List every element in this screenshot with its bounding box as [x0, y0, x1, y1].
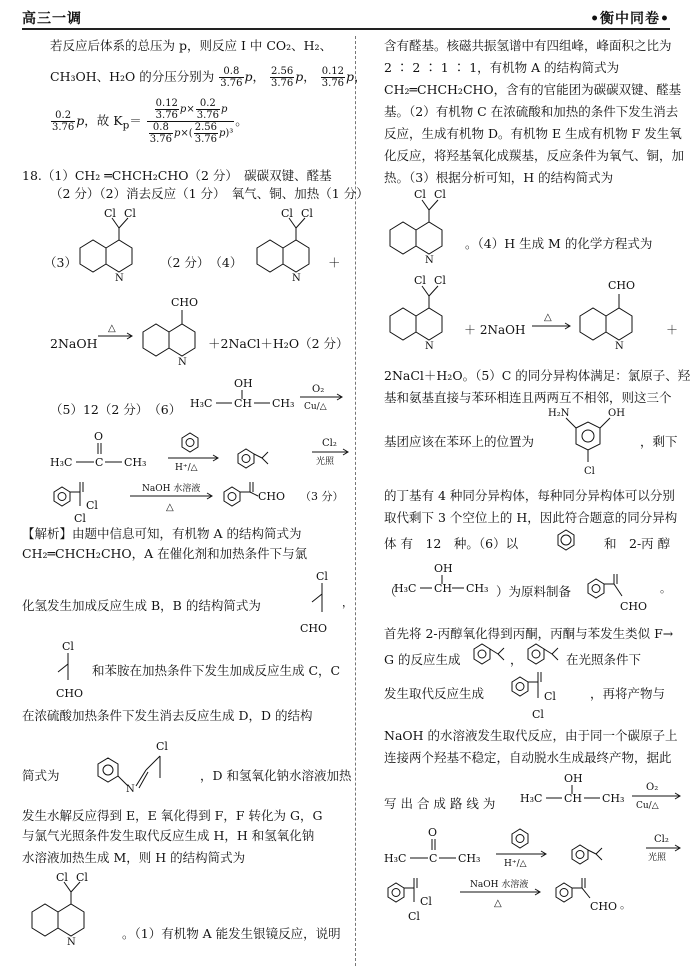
svg-text:Cl: Cl [76, 871, 88, 884]
text-span: 在光照条件下 [566, 652, 642, 667]
svg-text:。: 。 [620, 898, 631, 911]
structure-h [22, 872, 122, 962]
svg-text:。: 。 [660, 582, 671, 595]
text-line: 2NaCl＋H₂O。（5）C 的同分异构体满足：氯原子、羟 [384, 368, 691, 383]
svg-text:N: N [292, 273, 301, 284]
text-span: ，再将产物与 [590, 686, 666, 701]
svg-text:CHO: CHO [300, 622, 328, 635]
structure-b [300, 570, 353, 640]
svg-text:NaOH 水溶液: NaOH 水溶液 [470, 880, 529, 890]
text-line: 首先将 2-丙醇氧化得到丙酮，丙酮与苯发生类似 F→ [384, 626, 674, 641]
svg-text:CHO: CHO [620, 600, 648, 613]
kp-fraction: $\frac{0.12}{3.76}$ p× $\frac{0.2}{3.76}$ p $\frac{0.8}{3.76}$ p×( $\frac{2.56}{3.76}$ p)³ [147, 98, 235, 145]
text-line: 和 2-丙 醇 [604, 536, 671, 551]
2-propanol-structure [190, 375, 350, 425]
text-span: CH₃OH、H₂O 的分压分别为 [50, 69, 215, 84]
analysis-line: 水溶液加热生成 M，则 H 的结构简式为 [22, 850, 246, 865]
svg-text:H⁺/△: H⁺/△ [175, 463, 198, 473]
quinoline-dichloromethyl-structure [245, 208, 340, 288]
dichloride-structure [508, 668, 598, 724]
text-line: 取代剩下 3 个空位上的 H，因此符合题意的同分异构 [384, 510, 678, 525]
svg-text:N: N [115, 273, 124, 284]
plus-sign: ＋ [328, 255, 341, 270]
fraction: $\frac{0.8}{3.76}$ [220, 66, 243, 89]
text-line: 化反应，将羟基氧化成羰基，反应条件为氧气、铜，加 [384, 148, 685, 163]
svg-text:CH: CH [234, 397, 253, 410]
svg-text:CH₃: CH₃ [602, 792, 625, 805]
text-line: CH₂═CHCH₂CHO，含有的官能团为碳碳双键、醛基 [384, 82, 682, 97]
svg-text:C: C [429, 852, 438, 865]
svg-text:Cl: Cl [156, 740, 168, 753]
svg-text:CH: CH [564, 792, 583, 805]
fraction: $\frac{0.12}{3.76}$ [321, 66, 345, 89]
svg-text:Cl: Cl [414, 188, 426, 201]
answer-4-label: （2 分） （4） [160, 255, 243, 270]
kp-line: $\frac{0.2}{3.76}$ p，故 $K_p=$ $\frac{0.12}{3.76}$ p× $\frac{0.2}{3.76}$ p $\frac{0.8}{3.76}$ p×( $\frac{2.56}{3.76}$ p)³ 。 [52, 98, 248, 145]
text-line: 2 ∶ 2 ∶ 1 ∶ 1，有机物 A 的结构简式为 [384, 60, 620, 75]
svg-text:＋ 2NaOH: ＋ 2NaOH [464, 323, 526, 337]
page-header [22, 8, 670, 30]
reagent-naoh: 2NaOH [50, 336, 98, 351]
2-propanol-oxidation-step [520, 770, 690, 820]
dichloride-hydrolysis-step [384, 874, 684, 934]
analysis-line: 发生水解反应得到 E，E 氧化得到 F，F 转化为 G，G [22, 808, 323, 823]
cumene-structure [524, 640, 564, 670]
text-line: ，剩下 [640, 434, 678, 449]
svg-text:Cl: Cl [86, 499, 98, 512]
analysis-line: 【解析】由题中信息可知，有机物 A 的结构简式为 [22, 526, 302, 541]
quinoline-dichloromethyl-structure [68, 208, 163, 288]
text-line: G 的反应生成 [384, 652, 461, 667]
svg-text:Cl: Cl [56, 871, 68, 884]
svg-text:Cl: Cl [544, 690, 556, 703]
svg-text:Cl: Cl [316, 570, 328, 583]
svg-text:（3 分）: （3 分） [300, 490, 344, 503]
partial-pressure-line: CH₃OH、H₂O 的分压分别为 $\frac{0.8}{3.76}$ p， $\frac{2.56}{3.76}$ p， $\frac{0.12}{3.76}$ p， [50, 66, 367, 89]
text-line: 若反应后体系的总压为 p，则反应 Ⅰ 中 CO₂、H₂、 [50, 38, 333, 53]
products-text: ＋2NaCl＋H₂O（2 分） [208, 336, 349, 351]
header-right: •衡中同卷• [590, 11, 670, 27]
analysis-line: 在浓硫酸加热条件下发生消去反应生成 D，D 的结构 [22, 708, 313, 723]
header-left: 高三一调 [22, 11, 82, 27]
h-to-m-equation [384, 274, 684, 364]
svg-text:OH: OH [608, 408, 625, 419]
benzene-icon [554, 528, 578, 552]
svg-text:△: △ [544, 312, 552, 323]
svg-text:CHO: CHO [56, 687, 84, 700]
svg-text:O₂: O₂ [312, 384, 325, 395]
svg-text:N: N [178, 357, 187, 368]
analysis-line: 简式为 [22, 768, 60, 783]
text-line: 连接两个羟基不稳定，自动脱水生成最终产物，据此 [384, 750, 672, 765]
svg-text:Cl: Cl [281, 207, 293, 220]
svg-text:Cl: Cl [532, 708, 544, 721]
svg-text:H₃C: H₃C [384, 852, 407, 865]
analysis-line: ，D 和氢氧化钠水溶液加热 [200, 768, 352, 783]
svg-text:光照: 光照 [648, 853, 667, 863]
svg-text:CH₃: CH₃ [272, 397, 295, 410]
svg-text:CHO: CHO [171, 296, 199, 309]
svg-text:N: N [126, 784, 135, 795]
svg-text:Cl: Cl [434, 188, 446, 201]
svg-text:Cl₂: Cl₂ [654, 834, 669, 845]
svg-text:C: C [95, 456, 104, 469]
svg-text:H₃C: H₃C [394, 582, 417, 595]
structure-b-repeat [46, 640, 96, 700]
analysis-line: 化氢发生加成反应生成 B，B 的结构简式为 [22, 598, 261, 613]
structure-d [90, 730, 200, 800]
svg-text:H₃C: H₃C [520, 792, 543, 805]
svg-text:Cu/△: Cu/△ [304, 402, 327, 412]
column-divider [355, 36, 356, 966]
svg-text:CH₃: CH₃ [466, 582, 489, 595]
text-line: 基和氨基直接与苯环相连且两两互不相邻，则这三个 [384, 390, 672, 405]
svg-text:Cl: Cl [124, 207, 136, 220]
svg-text:Cl: Cl [62, 640, 74, 653]
svg-text:N: N [615, 341, 624, 352]
target-aldehyde-structure [584, 570, 684, 620]
svg-text:Cl: Cl [74, 512, 86, 525]
text-line: NaOH 的水溶液发生取代反应，由于同一个碳原子上 [384, 728, 678, 743]
structure-h [384, 188, 469, 273]
svg-text:H₃C: H₃C [190, 397, 213, 410]
svg-text:CH₃: CH₃ [458, 852, 481, 865]
svg-text:OH: OH [234, 377, 253, 390]
text-line: 写 出 合 成 路 线 为 [384, 796, 496, 811]
answer-18-line2: （2 分）（2）消去反应（1 分） 氧气、铜、加热（1 分） [50, 186, 369, 201]
answer-5-6-label: （5）12（2 分） （6） [50, 402, 182, 417]
svg-text:H₂N: H₂N [548, 408, 570, 419]
svg-text:△: △ [166, 502, 174, 513]
text-line: 的丁基有 4 种同分异构体，每种同分异构体可以分别 [384, 488, 675, 503]
cumene-structure [470, 640, 510, 670]
analysis-line: 。（1）有机物 A 能发生银镜反应，说明 [122, 926, 341, 941]
svg-text:H⁺/△: H⁺/△ [504, 859, 527, 869]
svg-text:N: N [425, 255, 434, 266]
svg-text:Cl: Cl [408, 910, 420, 923]
text-line: 热。（3）根据分析可知，H 的结构简式为 [384, 170, 614, 185]
text-span: ， [510, 652, 523, 667]
svg-text:Cl₂: Cl₂ [322, 438, 337, 449]
svg-text:O: O [94, 430, 104, 443]
text-span: （ [384, 584, 397, 599]
svg-text:Cl: Cl [104, 207, 116, 220]
analysis-line: 和苯胺在加热条件下发生加成反应生成 C，C [92, 663, 341, 678]
svg-text:CHO: CHO [258, 490, 286, 503]
svg-text:Cl: Cl [434, 274, 446, 287]
svg-text:，: ， [342, 596, 353, 609]
dichloride-hydrolysis-step [50, 478, 350, 528]
svg-text:OH: OH [434, 562, 453, 575]
text-line: 基。（2）有机物 C 在浓硫酸和加热的条件下发生消去 [384, 104, 679, 119]
text-line: 发生取代反应生成 [384, 686, 485, 701]
svg-text:O: O [428, 826, 438, 839]
svg-text:光照: 光照 [316, 457, 335, 467]
svg-text:Cl: Cl [414, 274, 426, 287]
svg-text:△: △ [494, 898, 502, 909]
svg-text:Cl: Cl [301, 207, 313, 220]
analysis-line: 与氯气光照条件发生取代反应生成 H，H 和氢氧化钠 [22, 828, 315, 843]
quinoline-carbaldehyde-structure [135, 292, 215, 372]
fraction: $\frac{0.2}{3.76}$ [52, 110, 75, 133]
svg-text:H₃C: H₃C [50, 456, 73, 469]
text-line: 体 有 12 种。（6）以 [384, 536, 519, 551]
svg-text:OH: OH [564, 772, 583, 785]
acetone-to-cumene-step [50, 428, 350, 483]
svg-text:CH₃: CH₃ [124, 456, 147, 469]
acetone-to-cumene-step [384, 824, 684, 879]
svg-text:Cl: Cl [584, 466, 595, 477]
svg-text:CHO: CHO [590, 900, 618, 913]
text-line: 反应，生成有机物 D。有机物 E 生成有机物 F 发生氧 [384, 126, 682, 141]
fraction: $\frac{2.56}{3.76}$ [271, 66, 294, 89]
svg-text:N: N [425, 341, 434, 352]
text-span: ）为原料制备 [496, 584, 572, 599]
analysis-line: CH₂═CHCH₂CHO，A 在催化剂和加热条件下与氯 [22, 546, 308, 561]
svg-text:Cl: Cl [420, 895, 432, 908]
svg-text:NaOH 水溶液: NaOH 水溶液 [142, 484, 201, 494]
svg-text:Cu/△: Cu/△ [636, 801, 659, 811]
text-line: 含有醛基。核磁共振氢谱中有四组峰，峰面积之比为 [384, 38, 672, 53]
substituted-benzene-structure [548, 404, 638, 484]
svg-text:O₂: O₂ [646, 782, 659, 793]
svg-text:N: N [67, 937, 76, 948]
answer-3-label: （3） [44, 255, 77, 270]
reaction-arrow [96, 322, 136, 342]
svg-text:CHO: CHO [608, 279, 636, 292]
svg-text:＋: ＋ [666, 323, 679, 337]
text-line: 基团应该在苯环上的位置为 [384, 434, 535, 449]
answer-18-line1: 18.（1）CH₂ ═CHCH₂CHO（2 分） 碳碳双键、醛基 [22, 168, 332, 183]
text-line: 。（4）H 生成 M 的化学方程式为 [465, 236, 653, 251]
svg-text:△: △ [108, 323, 116, 334]
svg-text:CH: CH [434, 582, 453, 595]
